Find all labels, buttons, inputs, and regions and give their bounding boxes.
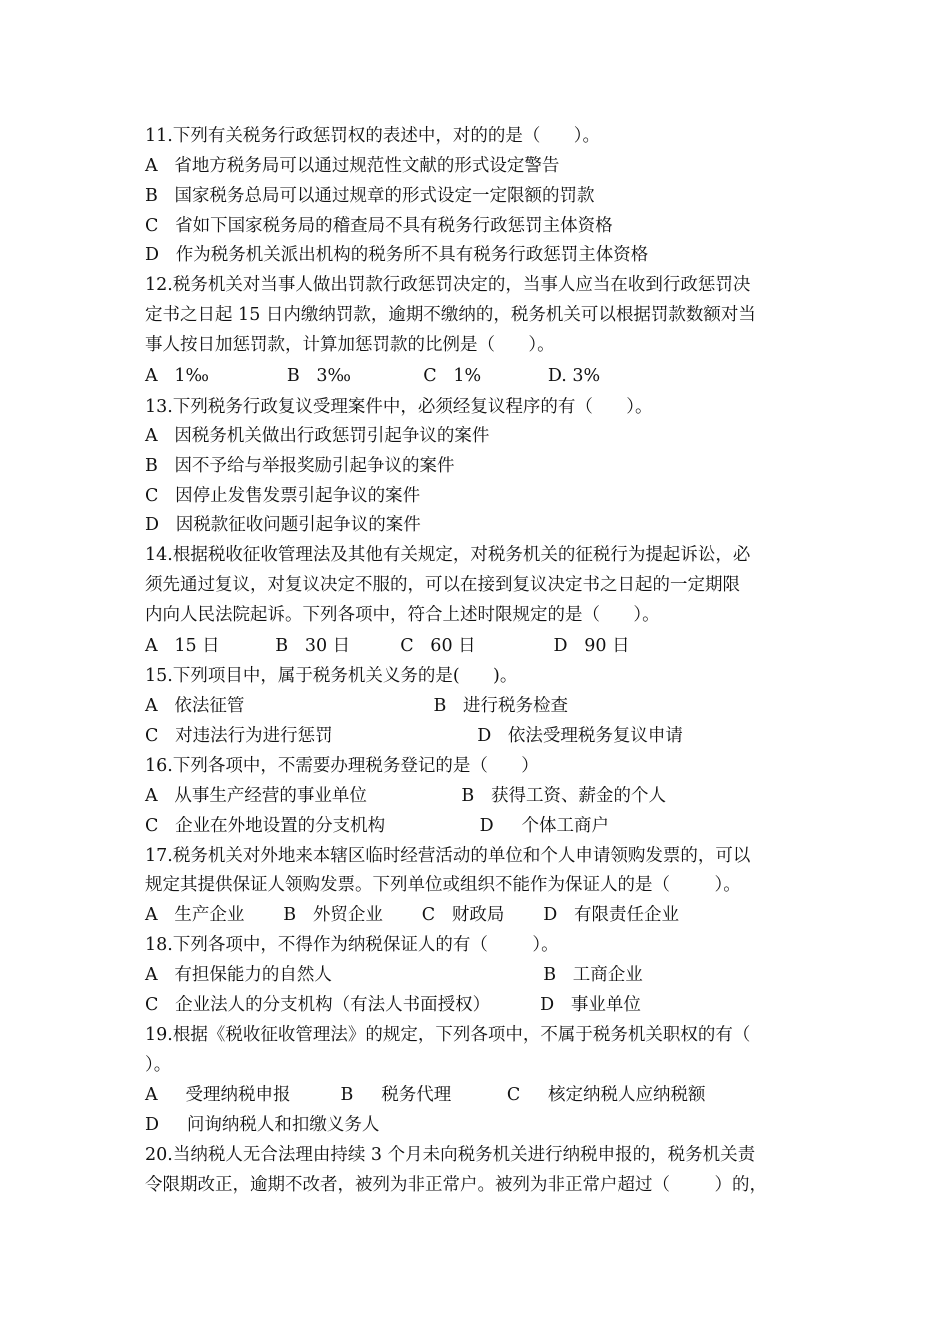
- question-11-option-c: C 省如下国家税务局的稽查局不具有税务行政惩罚主体资格: [145, 216, 613, 236]
- question-13-stem: 13.下列税务行政复议受理案件中，必须经复议程序的有（ ）。: [145, 397, 653, 417]
- question-20-stem-line-2: 令限期改正，逾期不改者，被列为非正常户。被列为非正常户超过（ ）的，: [145, 1175, 767, 1195]
- question-13-option-d: D 因税款征收问题引起争议的案件: [145, 515, 421, 535]
- question-18-options-cd: C 企业法人的分支机构（有法人书面授权） D 事业单位: [145, 995, 641, 1015]
- question-12-options: A 1‰ B 3‰ C 1% D. 3%: [145, 366, 601, 386]
- question-14-stem-line-3: 内向人民法院起诉。下列各项中，符合上述时限规定的是（ ）。: [145, 605, 660, 625]
- question-11-option-a: A 省地方税务局可以通过规范性文献的形式设定警告: [145, 156, 560, 176]
- question-19-stem-line-2: ）。: [145, 1055, 172, 1075]
- question-19-option-d: D 问询纳税人和扣缴义务人: [145, 1115, 380, 1135]
- question-13-option-b: B 因不予给与举报奖励引起争议的案件: [145, 456, 455, 476]
- question-11-option-d: D 作为税务机关派出机构的税务所不具有税务行政惩罚主体资格: [145, 245, 649, 265]
- question-12-stem-line-3: 事人按日加惩罚款，计算加惩罚款的比例是（ ）。: [145, 335, 555, 355]
- question-19-options-abc: A 受理纳税申报 B 税务代理 C 核定纳税人应纳税额: [145, 1085, 706, 1105]
- question-14-options: A 15 日 B 30 日 C 60 日 D 90 日: [145, 636, 630, 656]
- question-11-stem: 11.下列有关税务行政惩罚权的表述中，对的的是（ ）。: [145, 126, 600, 146]
- question-20-stem-line-1: 20.当纳税人无合法理由持续 3 个月未向税务机关进行纳税申报的，税务机关责: [145, 1145, 756, 1165]
- question-12-stem-line-1: 12.税务机关对当事人做出罚款行政惩罚决定的，当事人应当在收到行政惩罚决: [145, 275, 751, 295]
- question-15-options-ab: A 依法征管 B 进行税务检查: [145, 696, 569, 716]
- question-18-options-ab: A 有担保能力的自然人 B 工商企业: [145, 965, 643, 985]
- question-18-stem: 18.下列各项中，不得作为纳税保证人的有（ ）。: [145, 935, 559, 955]
- question-16-options-cd: C 企业在外地设置的分支机构 D 个体工商户: [145, 816, 609, 836]
- question-14-stem-line-2: 须先通过复议，对复议决定不服的，可以在接到复议决定书之日起的一定期限: [145, 575, 740, 595]
- question-11-option-b: B 国家税务总局可以通过规章的形式设定一定限额的罚款: [145, 186, 595, 206]
- question-19-stem-line-1: 19.根据《税收征收管理法》的规定，下列各项中，不属于税务机关职权的有（: [145, 1025, 751, 1045]
- question-14-stem-line-1: 14.根据税收征收管理法及其他有关规定，对税务机关的征税行为提起诉讼，必: [145, 545, 751, 565]
- question-16-stem: 16.下列各项中，不需要办理税务登记的是（ ）: [145, 756, 539, 776]
- question-15-options-cd: C 对违法行为进行惩罚 D 依法受理税务复议申请: [145, 726, 683, 746]
- question-17-stem-line-1: 17.税务机关对外地来本辖区临时经营活动的单位和个人申请领购发票的，可以: [145, 846, 751, 866]
- question-16-options-ab: A 从事生产经营的事业单位 B 获得工资、薪金的个人: [145, 786, 666, 806]
- question-15-stem: 15.下列项目中，属于税务机关义务的是( )。: [145, 666, 518, 686]
- question-17-stem-line-2: 规定其提供保证人领购发票。下列单位或组织不能作为保证人的是（ ）。: [145, 875, 741, 895]
- question-13-option-c: C 因停止发售发票引起争议的案件: [145, 486, 421, 506]
- question-13-option-a: A 因税务机关做出行政惩罚引起争议的案件: [145, 426, 490, 446]
- question-12-stem-line-2: 定书之日起 15 日内缴纳罚款，逾期不缴纳的，税务机关可以根据罚款数额对当: [145, 305, 756, 325]
- question-17-options: A 生产企业 B 外贸企业 C 财政局 D 有限责任企业: [145, 905, 679, 925]
